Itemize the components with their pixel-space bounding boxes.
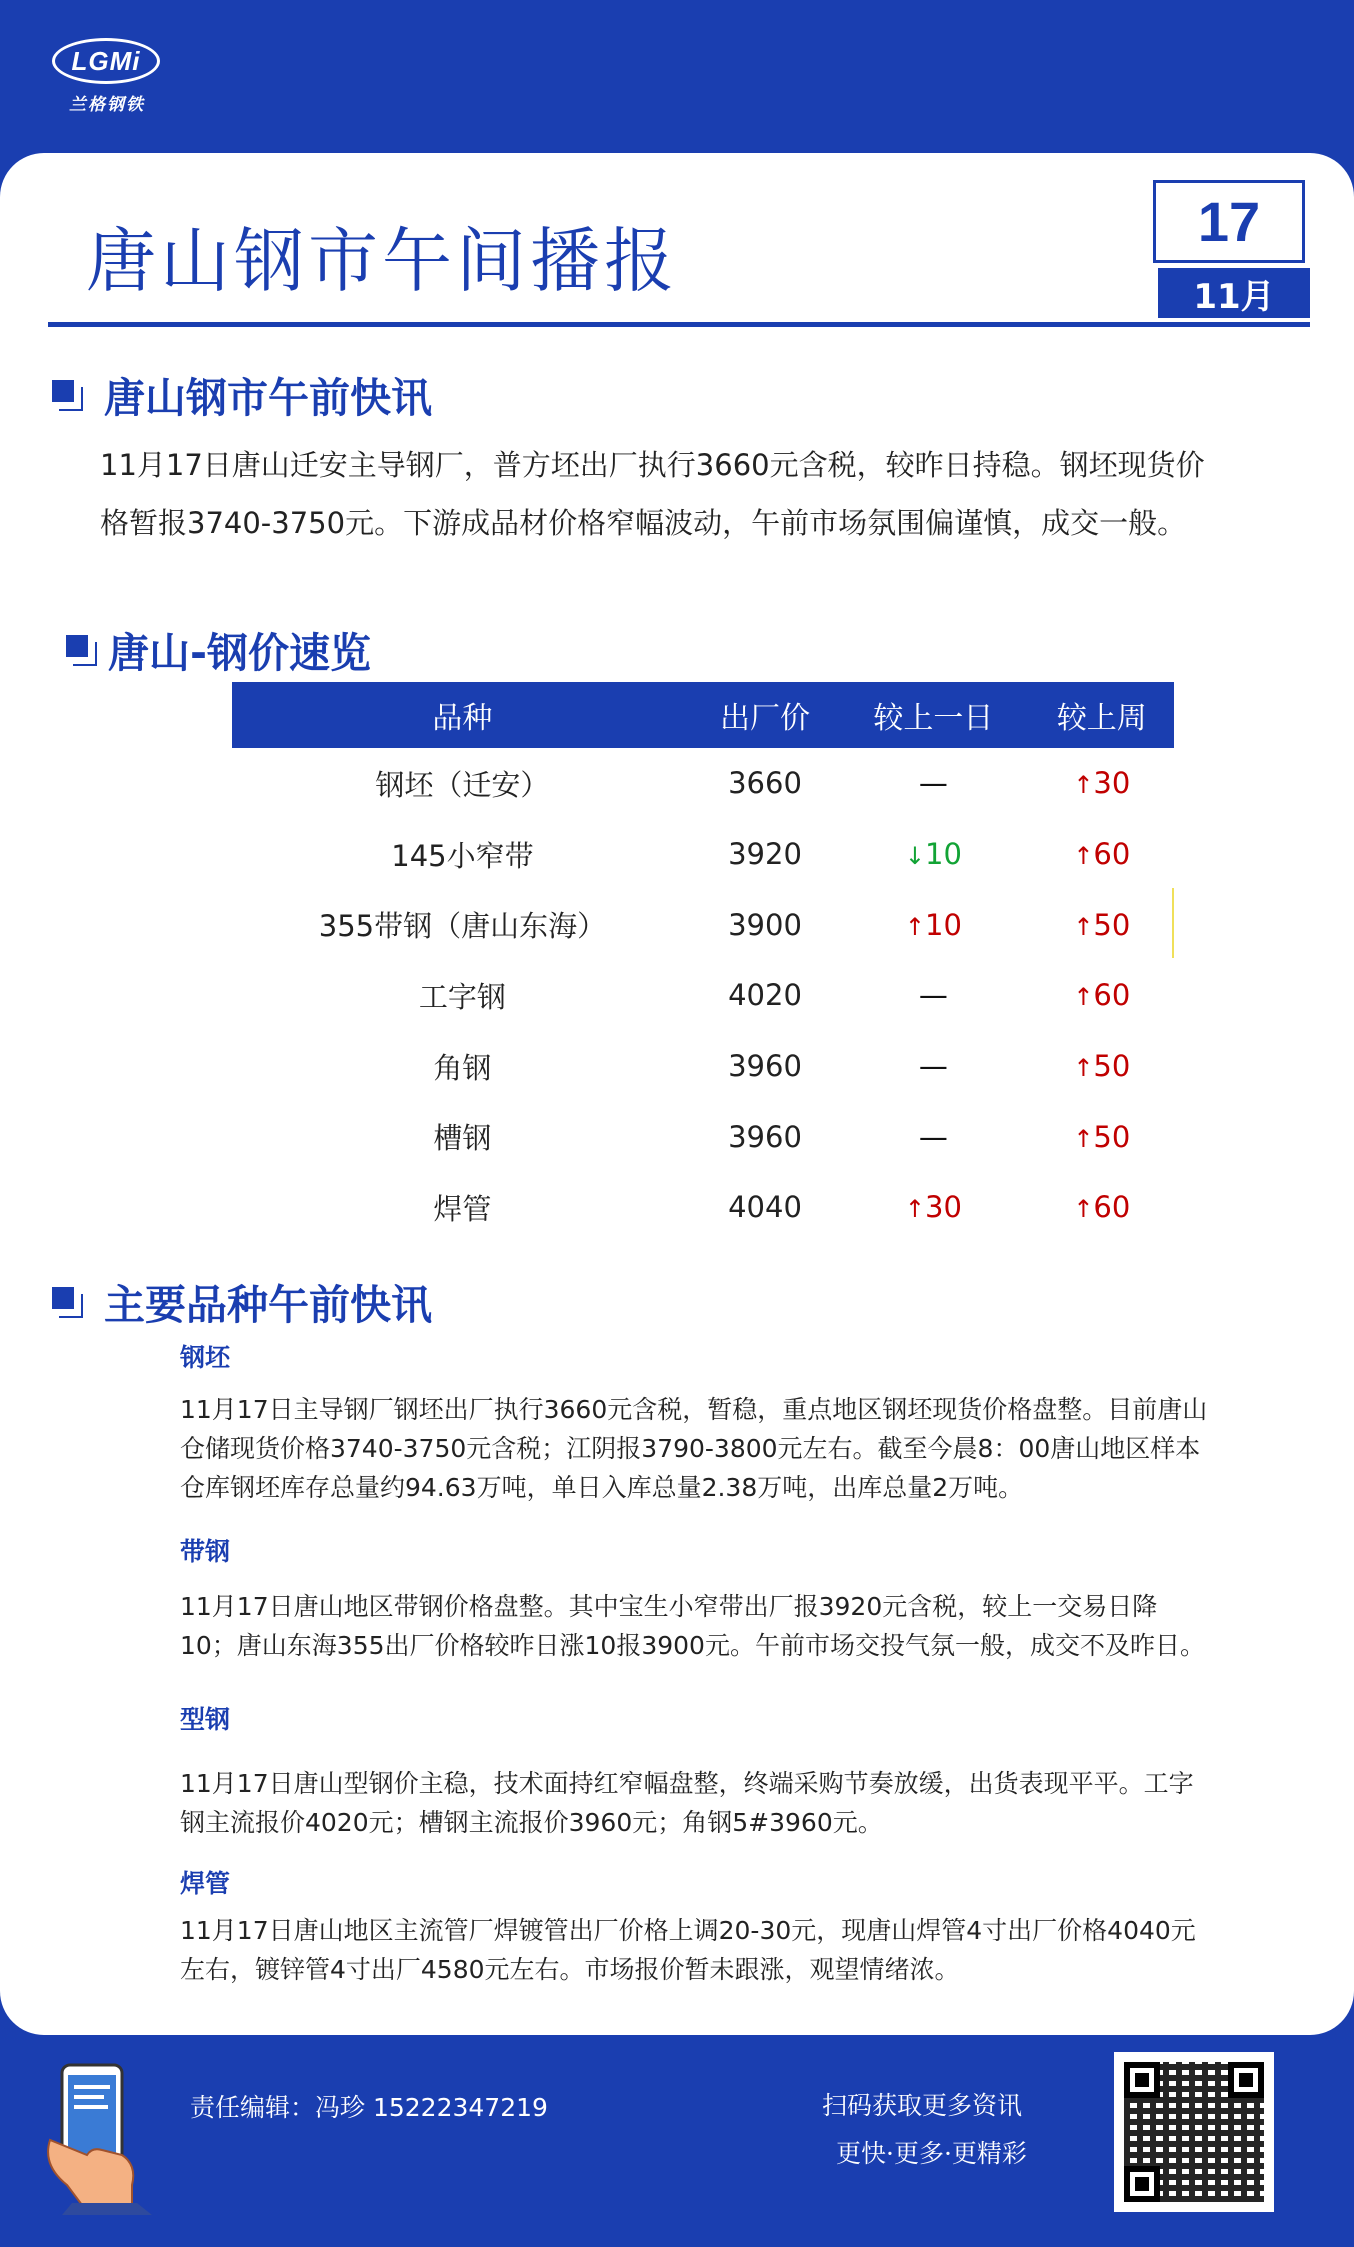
product-label: 型钢 [180, 1705, 231, 1734]
unchanged-dash: — [918, 978, 948, 1013]
price-table-body [232, 748, 1174, 1243]
logo-mark [52, 38, 160, 84]
square-bullet-icon [52, 1287, 82, 1317]
arrow-up-icon: ↑ [1073, 983, 1094, 1012]
price-cell: 3960 [728, 1119, 802, 1154]
section-heading-text: 唐山-钢价速览 [108, 629, 372, 677]
qr-finder [1228, 2062, 1264, 2098]
logo-subtitle: 兰格钢铁 [69, 95, 145, 115]
table-row [232, 1031, 1174, 1102]
arrow-up-icon: ↑ [1073, 771, 1094, 800]
day-change-cell [837, 889, 1029, 960]
table-row [232, 1172, 1174, 1243]
change-value: 60 [1093, 1190, 1131, 1225]
product-name-cell: 焊管 [433, 1191, 492, 1226]
square-bullet-icon [66, 635, 96, 665]
product-name-cell: 钢坯（迁安） [375, 767, 550, 802]
week-change-cell [1030, 819, 1174, 890]
change-value: 10 [925, 837, 962, 872]
section-heading-text: 主要品种午前快讯 [104, 1281, 432, 1329]
week-change-cell [1030, 960, 1174, 1031]
price-table [232, 682, 1174, 1243]
decorative-line [1172, 888, 1174, 958]
price-cell: 3920 [728, 837, 802, 872]
qr-finder [1124, 2062, 1160, 2098]
title-divider [48, 322, 1310, 327]
arrow-up-icon: ↑ [1073, 842, 1094, 871]
product-name-cell: 角钢 [433, 1050, 492, 1085]
price-cell: 3900 [728, 907, 802, 942]
logo-text: LGMi [71, 45, 141, 76]
week-change-cell [1030, 1172, 1174, 1243]
date-day: 17 [1153, 180, 1305, 263]
arrow-down-icon: ↓ [904, 842, 926, 871]
price-cell: 4020 [728, 978, 802, 1013]
column-header: 出厂价 [693, 682, 837, 748]
table-row [232, 889, 1174, 960]
footer-editor: 责任编辑：冯珍 15222347219 [190, 2093, 548, 2122]
product-text: 11月17日唐山地区带钢价格盘整。其中宝生小窄带出厂报3920元含税，较上一交易日降10；唐山东海355出厂价格较昨日涨10报3900元。午前市场交投气氛一般，成交不及昨日。 [180, 1592, 1205, 1660]
phone-hand-icon [42, 2055, 162, 2215]
footer-tagline: 更快·更多·更精彩 [836, 2139, 1027, 2168]
column-header: 较上周 [1030, 682, 1174, 748]
day-change-cell [837, 1172, 1029, 1243]
arrow-up-icon: ↑ [1073, 1195, 1094, 1224]
week-change-cell [1030, 889, 1174, 960]
change-value: 30 [1093, 766, 1131, 801]
product-label: 钢坯 [180, 1343, 231, 1372]
section-heading-morning-news [52, 365, 432, 424]
section-heading-main-products [52, 1272, 432, 1331]
day-change-cell [837, 1101, 1029, 1172]
date-month: 11月 [1158, 268, 1310, 318]
product-text: 11月17日主导钢厂钢坯出厂执行3660元含税，暂稳，重点地区钢坯现货价格盘整。目前唐山仓储现货价格3740-3750元含税；江阴报3790-3800元左右。截至今晨8：00唐山地区样本仓库钢坯库存总量约94.63万吨，单日入库总量2.38万吨，出库总量2万吨。 [180, 1395, 1208, 1502]
square-bullet-icon [52, 380, 82, 410]
section-heading-text: 唐山钢市午前快讯 [104, 374, 432, 422]
week-change-cell [1030, 1101, 1174, 1172]
day-change-cell [837, 1031, 1029, 1102]
product-text: 11月17日唐山型钢价主稳，技术面持红窄幅盘整，终端采购节奏放缓，出货表现平平。工字钢主流报价4020元；槽钢主流报价3960元；角钢5#3960元。 [180, 1769, 1194, 1837]
day-change-cell [837, 960, 1029, 1031]
product-label: 焊管 [180, 1869, 231, 1898]
arrow-up-icon: ↑ [1073, 912, 1094, 941]
section-paragraph: 11月17日唐山迁安主导钢厂，普方坯出厂执行3660元含税，较昨日持稳。钢坯现货价格暂报3740-3750元。下游成品材价格窄幅波动，午前市场氛围偏谨慎，成交一般。 [100, 448, 1205, 540]
unchanged-dash: — [918, 1119, 948, 1154]
product-label: 带钢 [180, 1537, 231, 1566]
unchanged-dash: — [918, 766, 948, 801]
section-heading-price-overview [66, 620, 371, 679]
product-text: 11月17日唐山地区主流管厂焊镀管出厂价格上调20-30元，现唐山焊管4寸出厂价格4040元左右，镀锌管4寸出厂4580元左右。市场报价暂未跟涨，观望情绪浓。 [180, 1916, 1196, 1984]
arrow-up-icon: ↑ [904, 1195, 926, 1224]
arrow-up-icon: ↑ [1073, 1054, 1094, 1083]
week-change-cell [1030, 1031, 1174, 1102]
qr-code [1114, 2052, 1274, 2212]
column-header: 较上一日 [837, 682, 1029, 748]
unchanged-dash: — [918, 1049, 948, 1084]
change-value: 30 [925, 1190, 962, 1225]
table-header-row [232, 682, 1174, 748]
day-change-cell [837, 748, 1029, 819]
brand-logo [52, 38, 162, 128]
table-row [232, 819, 1174, 890]
product-name-cell: 槽钢 [433, 1121, 492, 1156]
change-value: 60 [1093, 978, 1131, 1013]
footer-scan-text: 扫码获取更多资讯 [822, 2091, 1023, 2120]
arrow-up-icon: ↑ [904, 912, 926, 941]
price-cell: 3960 [728, 1049, 802, 1084]
column-header: 品种 [232, 682, 693, 748]
price-cell: 3660 [728, 766, 802, 801]
product-name-cell: 355带钢（唐山东海） [318, 909, 607, 944]
product-name-cell: 工字钢 [418, 979, 506, 1014]
page-title: 唐山钢市午间播报 [86, 220, 678, 302]
change-value: 10 [925, 907, 962, 942]
day-change-cell [837, 819, 1029, 890]
change-value: 50 [1093, 1119, 1131, 1154]
qr-finder [1124, 2166, 1160, 2202]
change-value: 60 [1093, 837, 1131, 872]
product-name-cell: 145小窄带 [391, 838, 534, 873]
price-cell: 4040 [728, 1190, 802, 1225]
change-value: 50 [1093, 1049, 1131, 1084]
table-row [232, 960, 1174, 1031]
table-row [232, 748, 1174, 819]
arrow-up-icon: ↑ [1073, 1124, 1094, 1153]
change-value: 50 [1093, 907, 1131, 942]
week-change-cell [1030, 748, 1174, 819]
table-row [232, 1101, 1174, 1172]
